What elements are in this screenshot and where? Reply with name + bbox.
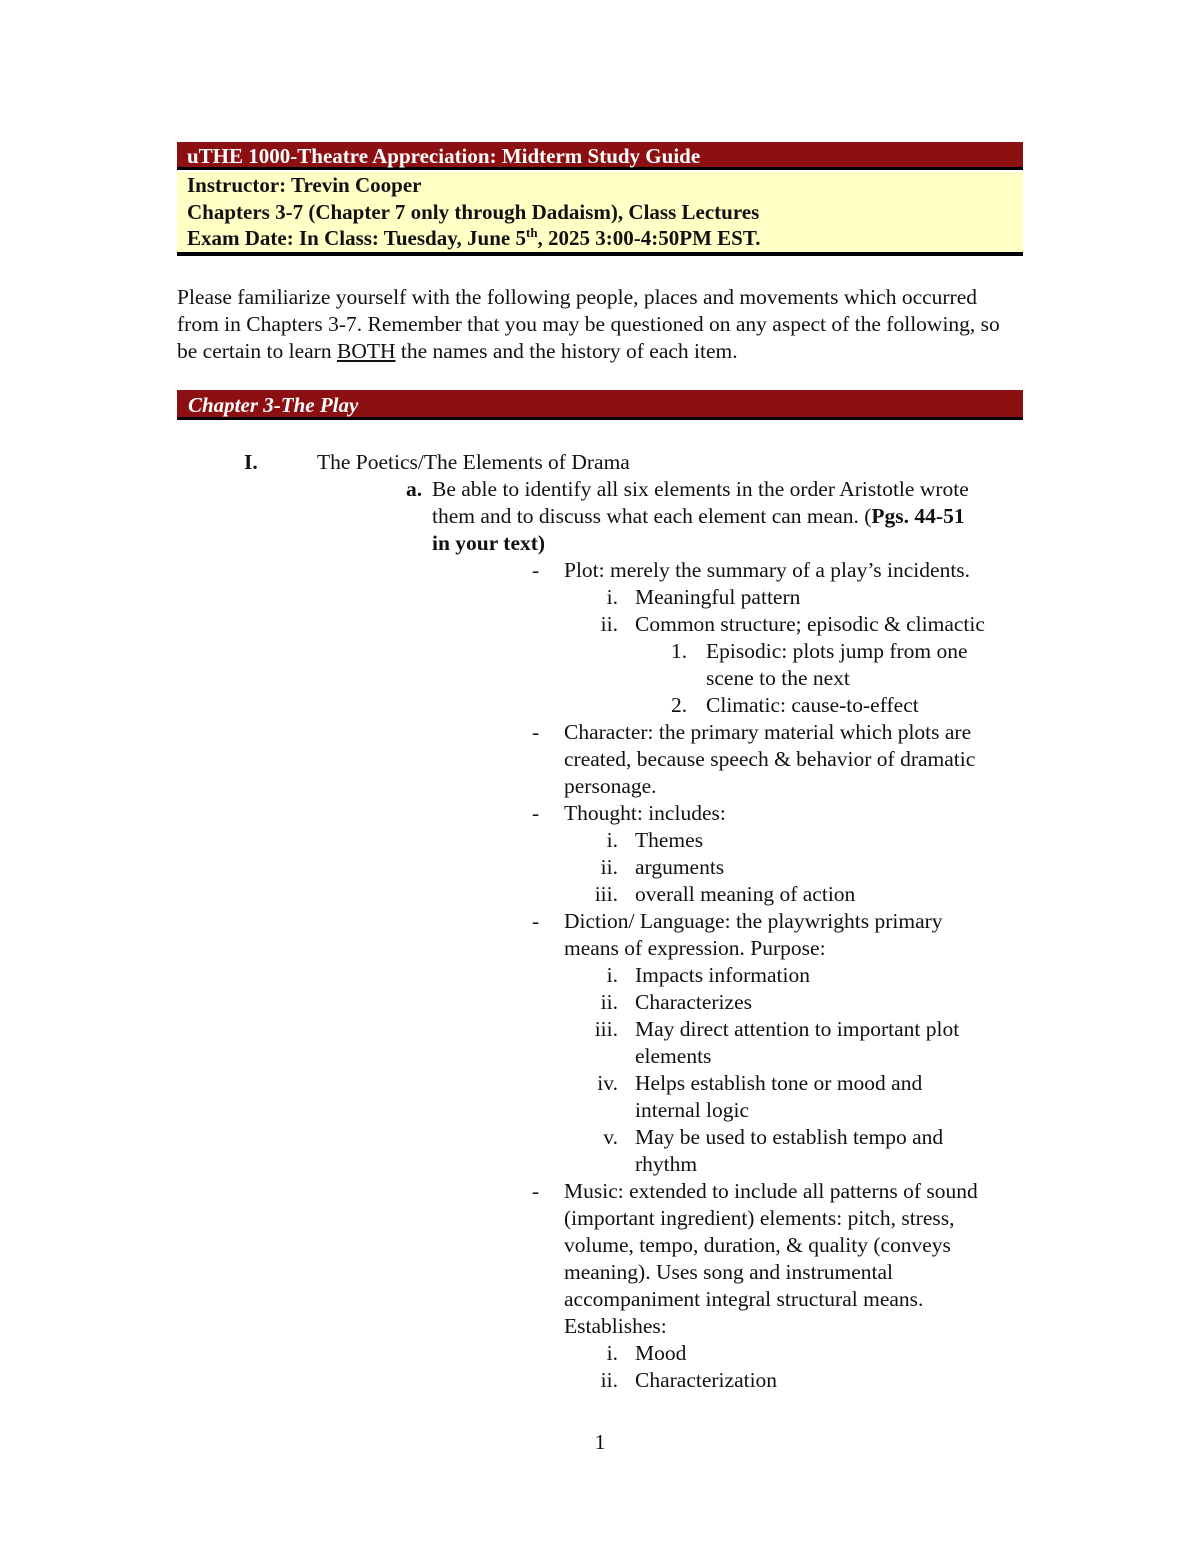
music-text: accompaniment integral structural means.: [564, 1287, 924, 1311]
thought-sub-item: overall meaning of action: [635, 882, 856, 906]
item-a-line: [432, 503, 965, 530]
dash-bullet: -: [532, 909, 540, 933]
roman-marker: v.: [603, 1125, 618, 1149]
intro-text-start: Please familiarize yourself with the following people, places and movements which occurred from in Chapters 3-7. Remember that you may be questioned on any aspect of the following, so be certain to learn: [177, 285, 1000, 363]
plot-sub-item: Common structure; episodic & climactic: [635, 612, 985, 636]
page-reference: Pgs. 44-51: [871, 504, 965, 528]
dash-bullet: -: [532, 1179, 540, 1203]
character-text: personage.: [564, 774, 657, 798]
roman-marker: i.: [606, 828, 618, 852]
music-text: (important ingredient) elements: pitch, stress,: [564, 1206, 955, 1230]
roman-marker: i.: [606, 963, 618, 987]
roman-marker: ii.: [600, 855, 618, 879]
course-info-box: [177, 172, 1023, 256]
plot-nested-item: Climatic: cause-to-effect: [706, 693, 919, 717]
chapters-line: Chapters 3-7 (Chapter 7 only through Dadaism), Class Lectures: [187, 199, 760, 224]
study-guide-title-bar: [177, 142, 1023, 170]
thought-sub-item: Themes: [635, 828, 704, 852]
roman-marker: ii.: [600, 1368, 618, 1392]
dash-bullet: -: [532, 558, 540, 582]
diction-text: means of expression. Purpose:: [564, 936, 826, 960]
intro-text-end: the names and the history of each item.: [395, 339, 738, 363]
exam-date-time: , 2025 3:00-4:50PM EST.: [537, 226, 761, 250]
diction-sub-item: Helps establish tone or mood and: [635, 1071, 923, 1095]
plot-nested-item: scene to the next: [706, 666, 850, 690]
roman-marker: iii.: [594, 1017, 618, 1041]
exam-date-line: [187, 225, 1023, 252]
roman-marker: iv.: [597, 1071, 618, 1095]
dash-bullet: -: [532, 801, 540, 825]
thought-sub-item: arguments: [635, 855, 725, 879]
plot-nested-item: Episodic: plots jump from one: [706, 639, 968, 663]
study-guide-title: uTHE 1000-Theatre Appreciation: Midterm Study Guide: [187, 144, 701, 168]
diction-sub-item: rhythm: [635, 1152, 698, 1176]
diction-sub-item: Impacts information: [635, 963, 810, 987]
roman-marker: ii.: [600, 990, 618, 1014]
music-text: meaning). Uses song and instrumental: [564, 1260, 894, 1284]
roman-marker: i.: [606, 585, 618, 609]
diction-text: Diction/ Language: the playwrights primary: [564, 909, 943, 933]
diction-sub-item: Characterizes: [635, 990, 752, 1014]
diction-sub-item: May be used to establish tempo and: [635, 1125, 944, 1149]
thought-text: Thought: includes:: [564, 801, 726, 825]
diction-sub-item: elements: [635, 1044, 712, 1068]
intro-paragraph: [177, 284, 1023, 365]
page-number: 1: [594, 1430, 606, 1454]
music-text: Establishes:: [564, 1314, 667, 1338]
section-title: The Poetics/The Elements of Drama: [317, 450, 630, 474]
music-text: volume, tempo, duration, & quality (conveys: [564, 1233, 951, 1257]
character-text: created, because speech & behavior of dramatic: [564, 747, 976, 771]
section-marker: I.: [244, 450, 258, 474]
exam-date-text: Exam Date: In Class: Tuesday, June 5: [187, 226, 526, 250]
diction-sub-item: internal logic: [635, 1098, 750, 1122]
roman-marker: i.: [606, 1341, 618, 1365]
music-sub-item: Mood: [635, 1341, 687, 1365]
roman-marker: ii.: [600, 612, 618, 636]
plot-sub-item: Meaningful pattern: [635, 585, 801, 609]
diction-sub-item: May direct attention to important plot: [635, 1017, 960, 1041]
plot-text: Plot: merely the summary of a play’s incidents.: [564, 558, 971, 582]
item-a-marker: a.: [406, 477, 423, 501]
numbered-marker: 2.: [671, 693, 688, 717]
exam-date-ordinal: th: [525, 225, 538, 240]
music-sub-item: Characterization: [635, 1368, 778, 1392]
character-text: Character: the primary material which plots are: [564, 720, 972, 744]
chapter-heading: Chapter 3-The Play: [188, 393, 359, 417]
item-a-line-text: them and to discuss what each element can mean. (: [432, 504, 872, 528]
dash-bullet: -: [532, 720, 540, 744]
numbered-marker: 1.: [671, 639, 688, 663]
intro-emphasis: BOTH: [336, 339, 396, 363]
item-a-line: Be able to identify all six elements in the order Aristotle wrote: [432, 477, 969, 501]
chapter-heading-bar: [177, 390, 1023, 420]
instructor-line: Instructor: Trevin Cooper: [187, 173, 422, 197]
page-reference: in your text): [432, 531, 546, 555]
music-text: Music: extended to include all patterns of sound: [564, 1179, 978, 1203]
roman-marker: iii.: [594, 882, 618, 906]
